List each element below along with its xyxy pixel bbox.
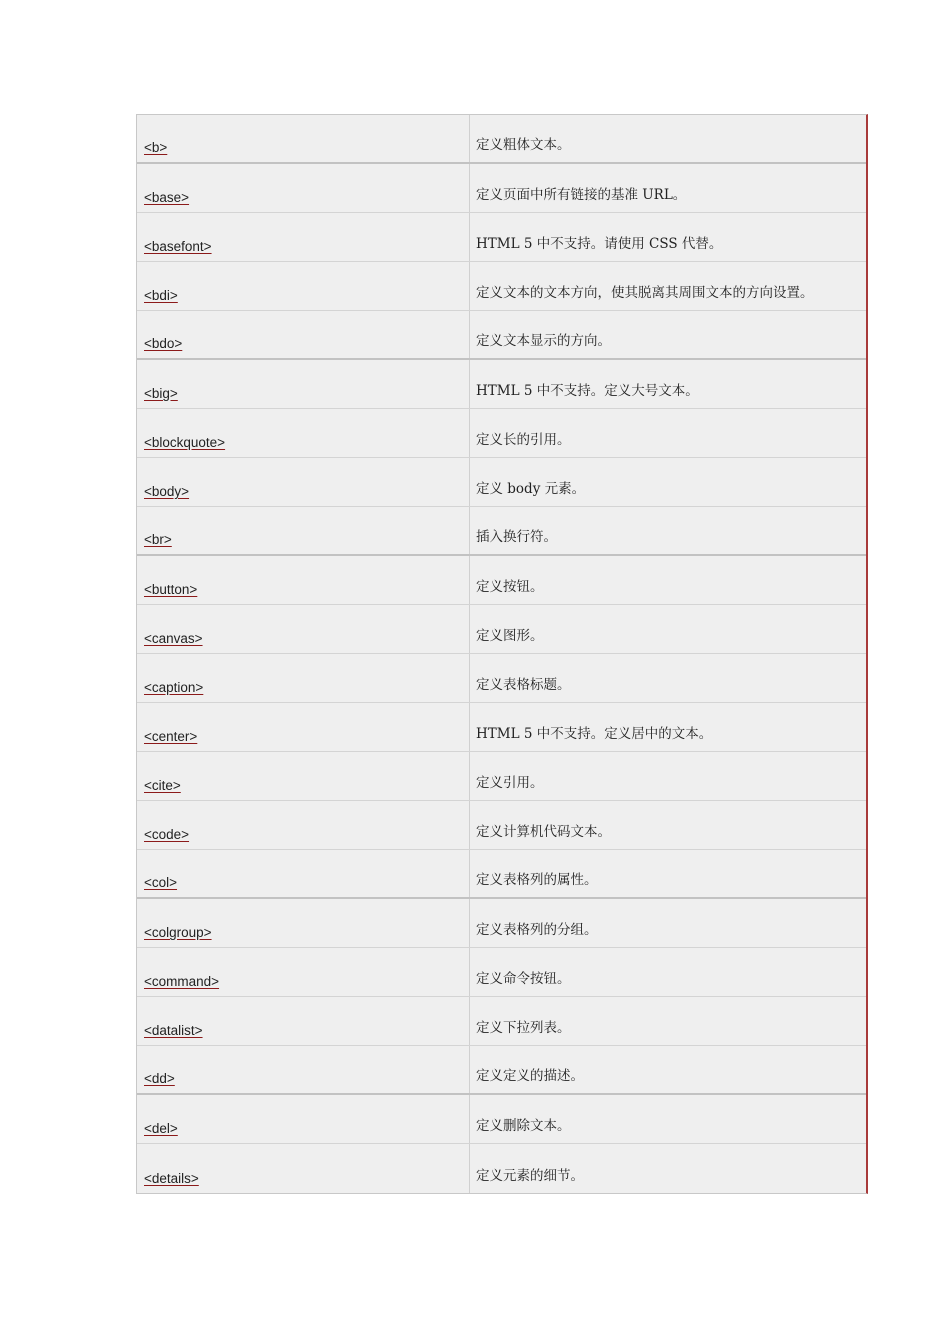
description-text: 定义文本的文本方向，使其脱离其周围文本的方向设置。	[476, 285, 814, 301]
description-text: 定义计算机代码文本。	[476, 824, 611, 840]
tag-cell	[137, 997, 470, 1045]
tag-link[interactable]: <cite>	[144, 778, 181, 793]
tag-link[interactable]: <caption>	[144, 680, 204, 695]
table-row	[137, 948, 866, 997]
tag-link[interactable]: <blockquote>	[144, 435, 226, 450]
description-text: 定义按钮。	[476, 579, 544, 595]
description-cell	[470, 703, 866, 751]
table-row	[137, 213, 866, 262]
table-row	[137, 801, 866, 850]
description-cell	[470, 1095, 866, 1143]
description-text: 定义页面中所有链接的基准 URL。	[476, 187, 687, 203]
table-row	[137, 703, 866, 752]
tag-link[interactable]: <code>	[144, 827, 190, 842]
description-cell	[470, 409, 866, 457]
tag-cell	[137, 262, 470, 310]
table-row	[137, 360, 866, 409]
table-row	[137, 997, 866, 1046]
description-text: 定义下拉列表。	[476, 1020, 571, 1036]
description-text: 定义引用。	[476, 775, 544, 791]
description-text: 定义命令按钮。	[476, 971, 571, 987]
description-text: 定义定义的描述。	[476, 1068, 584, 1084]
table-row	[137, 507, 866, 556]
tag-cell	[137, 654, 470, 702]
description-text: 定义图形。	[476, 628, 544, 644]
tag-link[interactable]: <bdo>	[144, 336, 183, 351]
tag-link[interactable]: <dd>	[144, 1071, 175, 1086]
table-row	[137, 1144, 866, 1193]
description-cell	[470, 850, 866, 897]
table-row	[137, 115, 866, 164]
description-cell	[470, 115, 866, 162]
tag-cell	[137, 115, 470, 162]
tag-link[interactable]: <big>	[144, 386, 178, 401]
table-row	[137, 164, 866, 213]
tag-cell	[137, 703, 470, 751]
tag-link[interactable]: <basefont>	[144, 239, 212, 254]
description-text: 定义长的引用。	[476, 432, 571, 448]
tag-cell	[137, 1095, 470, 1143]
description-cell	[470, 360, 866, 408]
tag-link[interactable]: <details>	[144, 1171, 199, 1186]
table-row	[137, 458, 866, 507]
table-row	[137, 1046, 866, 1095]
tag-link[interactable]: <body>	[144, 484, 190, 499]
description-text: HTML 5 中不支持。定义大号文本。	[476, 383, 699, 399]
tag-cell	[137, 801, 470, 849]
description-cell	[470, 556, 866, 604]
description-cell	[470, 1144, 866, 1193]
description-cell	[470, 899, 866, 947]
tag-cell	[137, 458, 470, 506]
tag-link[interactable]: <datalist>	[144, 1023, 203, 1038]
tag-link[interactable]: <colgroup>	[144, 925, 212, 940]
table-row	[137, 1095, 866, 1144]
description-text: 定义文本显示的方向。	[476, 333, 611, 349]
description-text: 定义删除文本。	[476, 1118, 571, 1134]
description-cell	[470, 605, 866, 653]
tag-link[interactable]: <b>	[144, 140, 168, 155]
table-row	[137, 752, 866, 801]
tag-cell	[137, 409, 470, 457]
tag-cell	[137, 948, 470, 996]
description-cell	[470, 507, 866, 554]
tag-link[interactable]: <command>	[144, 974, 220, 989]
html-tag-table	[136, 114, 868, 1194]
tag-link[interactable]: <bdi>	[144, 288, 178, 303]
description-text: HTML 5 中不支持。请使用 CSS 代替。	[476, 236, 723, 252]
tag-cell	[137, 1046, 470, 1093]
description-text: 定义表格标题。	[476, 677, 571, 693]
table-row	[137, 311, 866, 360]
description-cell	[470, 752, 866, 800]
tag-link[interactable]: <canvas>	[144, 631, 203, 646]
description-text: 定义表格列的分组。	[476, 922, 598, 938]
table-row	[137, 262, 866, 311]
table-row	[137, 409, 866, 458]
tag-cell	[137, 360, 470, 408]
tag-link[interactable]: <button>	[144, 582, 198, 597]
tag-cell	[137, 899, 470, 947]
table-row	[137, 556, 866, 605]
tag-cell	[137, 605, 470, 653]
tag-cell	[137, 850, 470, 897]
description-cell	[470, 213, 866, 261]
tag-link[interactable]: <base>	[144, 190, 190, 205]
description-cell	[470, 164, 866, 212]
description-cell	[470, 654, 866, 702]
description-cell	[470, 262, 866, 310]
tag-cell	[137, 556, 470, 604]
tag-cell	[137, 1144, 470, 1193]
description-cell	[470, 948, 866, 996]
tag-link[interactable]: <col>	[144, 875, 178, 890]
description-text: 插入换行符。	[476, 529, 557, 545]
table-row	[137, 654, 866, 703]
description-cell	[470, 801, 866, 849]
description-text: 定义粗体文本。	[476, 137, 571, 153]
description-text: HTML 5 中不支持。定义居中的文本。	[476, 726, 713, 742]
tag-cell	[137, 311, 470, 358]
description-cell	[470, 997, 866, 1045]
tag-cell	[137, 213, 470, 261]
table-row	[137, 850, 866, 899]
tag-link[interactable]: <br>	[144, 532, 172, 547]
tag-cell	[137, 164, 470, 212]
description-text: 定义表格列的属性。	[476, 872, 598, 888]
tag-link[interactable]: <del>	[144, 1121, 178, 1136]
description-cell	[470, 458, 866, 506]
table-row	[137, 605, 866, 654]
tag-link[interactable]: <center>	[144, 729, 198, 744]
tag-cell	[137, 507, 470, 554]
description-text: 定义元素的细节。	[476, 1168, 584, 1184]
description-cell	[470, 1046, 866, 1093]
description-text: 定义 body 元素。	[476, 481, 586, 497]
tag-cell	[137, 752, 470, 800]
table-row	[137, 899, 866, 948]
description-cell	[470, 311, 866, 358]
